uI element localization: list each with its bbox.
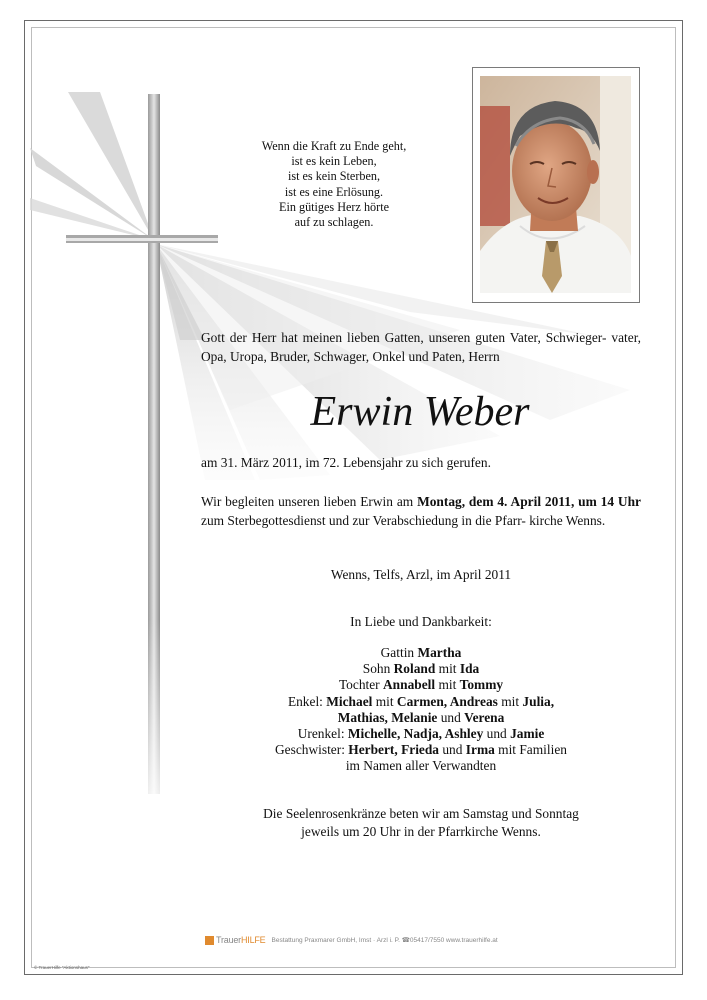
mourner-line xyxy=(201,677,641,693)
funeral-date: Montag, dem 4. April 2011, um 14 Uhr xyxy=(417,494,641,509)
mourner-line xyxy=(201,661,641,677)
funeral-text-part: Wir begleiten unseren lieben Erwin am xyxy=(201,494,418,509)
footer-info: Bestattung Praxmarer GmbH, Imst · Arzl i. P. ☎05417/7550 www.trauerhilfe.at xyxy=(271,937,498,944)
mourner-text: und xyxy=(483,726,511,742)
mourner-name: Mathias, Melanie xyxy=(337,709,438,725)
rosary-line: jeweils um 20 Uhr in der Pfarrkirche Wenns. xyxy=(301,824,541,840)
mourner-text: mit xyxy=(435,661,460,677)
mourner-line xyxy=(201,710,641,726)
rosary-line: Die Seelenrosenkränze beten wir am Samstag und Sonntag xyxy=(263,806,579,821)
mourner-line xyxy=(201,742,641,758)
death-date-text: am 31. März 2011, im 72. Lebensjahr zu sich gerufen. xyxy=(201,455,491,470)
funeral-text-part: zum Sterbegottesdienst und zur Verabschiedung in die Pfarr- kirche Wenns. xyxy=(201,512,606,528)
footer-logo-part: HILFE xyxy=(240,935,266,945)
mourner-text: Geschwister: xyxy=(275,742,349,758)
rosary-notice xyxy=(201,805,641,842)
place-date-line: Wenns, Telfs, Arzl, im April 2011 xyxy=(330,567,512,582)
poem-line: auf zu schlagen. xyxy=(294,215,374,230)
mourner-name: Irma xyxy=(465,742,495,758)
mourner-name: Roland xyxy=(393,661,436,677)
poem-line: ist es eine Erlösung. xyxy=(284,184,384,199)
mourner-text: Enkel: xyxy=(287,693,327,709)
mourner-text: mit xyxy=(435,677,460,693)
mourner-name: Ida xyxy=(459,661,480,677)
mourner-text: und xyxy=(439,742,466,758)
thanks-line: In Liebe und Dankbarkeit: xyxy=(350,614,492,629)
poem-line: ist es kein Leben, xyxy=(291,154,377,169)
mourner-line: im Namen aller Verwandten xyxy=(345,758,497,774)
mourner-text: Gattin xyxy=(380,645,418,660)
trauerhilfe-logo-icon xyxy=(205,936,214,945)
mourner-name: Annabell xyxy=(383,677,436,693)
mourner-name: Martha xyxy=(417,645,462,660)
mourner-text: mit Familien xyxy=(494,742,567,758)
mourner-text: und xyxy=(437,709,465,725)
mourner-text: Sohn xyxy=(362,661,394,677)
footer-logo xyxy=(216,935,266,945)
mourner-name: Carmen, Andreas xyxy=(396,693,498,709)
poem xyxy=(236,139,432,230)
copyright: © TrauerHilfe "Aktionshaus" xyxy=(34,965,90,970)
mourner-text: Tochter xyxy=(338,677,383,693)
mourners-list xyxy=(201,645,641,775)
mourner-text: Urenkel: xyxy=(297,726,348,742)
poem-line: Ein gütiges Herz hörte xyxy=(279,199,389,214)
mourner-name: Michael xyxy=(326,693,373,709)
mourner-name: Michelle, Nadja, Ashley xyxy=(347,726,484,742)
mourner-name: Tommy xyxy=(459,677,504,693)
footer-logo-part: Trauer xyxy=(216,935,241,945)
portrait-photo xyxy=(480,76,631,293)
mourner-line xyxy=(201,726,641,742)
mourner-line xyxy=(201,645,641,661)
poem-line: Wenn die Kraft zu Ende geht, xyxy=(261,139,407,153)
mourner-name: Verena xyxy=(464,709,505,725)
poem-line: ist es kein Sterben, xyxy=(287,169,381,184)
mourner-text: mit xyxy=(372,693,397,709)
funeral-text xyxy=(201,493,641,530)
footer xyxy=(205,935,515,949)
mourner-text: mit xyxy=(497,693,523,709)
mourner-line xyxy=(201,694,641,710)
mourner-name: Herbert, Frieda xyxy=(348,742,440,758)
deceased-name: Erwin Weber xyxy=(310,389,530,435)
intro-text: Gott der Herr hat meinen lieben Gatten, unseren guten Vater, Schwieger- vater, Opa, Uropa, Bruder, Schwager, Onkel und Paten, Herrn xyxy=(201,330,641,364)
mourner-name: Jamie xyxy=(510,726,545,742)
mourner-name: Julia, xyxy=(522,693,555,709)
